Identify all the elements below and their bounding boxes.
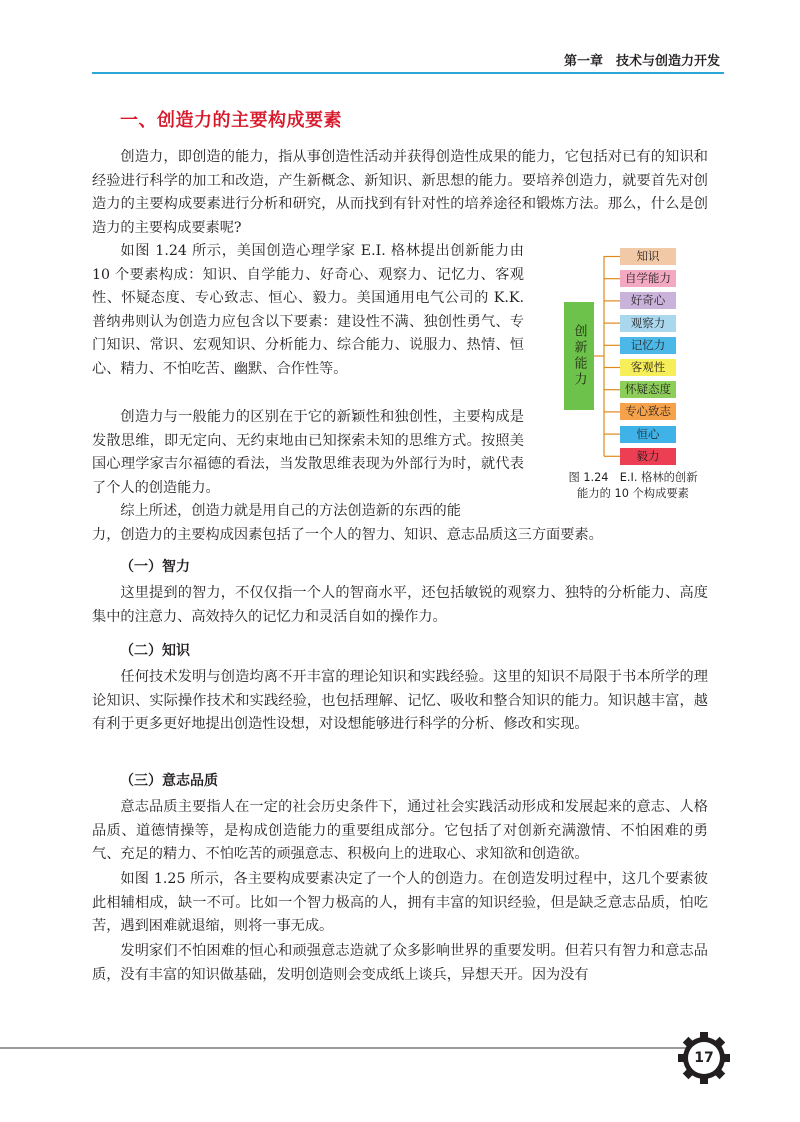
paragraph-intelligence: 这里提到的智力，不仅仅指一个人的智商水平，还包括敏锐的观察力、独特的分析能力、高度集中的注意力、高效持久的记忆力和灵活自如的操作力。 — [92, 585, 708, 625]
leaf-node: 观察力 — [620, 315, 676, 332]
paragraph-summary-end: 力，创造力的主要构成因素包括了一个人的智力、知识、意志品质这三方面要素。 — [92, 527, 603, 543]
caption-line-1: 图 1.24 E.I. 格林的创新 — [568, 471, 698, 484]
paragraph-divergent-thinking: 创造力与一般能力的区别在于它的新颖性和独创性，主要构成是发散思维，即无定向、无约束地由已知探索未知的思维方式。按照美国心理学家吉尔福德的看法，当发散思维表现为外部行为时，就代表了个人的创造能力。 — [92, 409, 524, 496]
chapter-header: 第一章 技术与创造力开发 — [563, 54, 720, 69]
leaf-node: 好奇心 — [620, 292, 676, 309]
leaf-node: 恒心 — [620, 426, 676, 443]
section-title: 一、创造力的主要构成要素 — [120, 110, 342, 131]
leaf-node: 自学能力 — [620, 270, 676, 287]
figure-creativity-elements — [548, 240, 718, 510]
header-divider — [92, 72, 724, 74]
figure-caption — [548, 470, 718, 502]
paragraph-figure-reference: 如图 1.24 所示，美国创造心理学家 E.I. 格林提出创新能力由 10 个要素构成：知识、自学能力、好奇心、观察力、记忆力、客观性、怀疑态度、专心致志、恒心、毅力。美国通用电气公司的 K.K. 普纳弗则认为创造力应包含以下要素：建设性不满、独创性勇气、专门知识、常识、宏观知识、分析能力、综合能力、说服力、热情、恒心、精力、不怕吃苦、幽默、合作性等。 — [92, 243, 524, 377]
paragraph-intro: 创造力，即创造的能力，指从事创造性活动并获得创造性成果的能力，它包括对已有的知识和经验进行科学的加工和改造，产生新概念、新知识、新思想的能力。要培养创造力，就要首先对创造力的主要构成要素进行分析和研究，从而找到有针对性的培养途径和锻炼方法。那么，什么是创造力的主要构成要素呢? — [92, 149, 708, 236]
footer-divider — [0, 1047, 700, 1049]
leaf-node: 专心致志 — [620, 403, 676, 420]
paragraph-will-quality: 意志品质主要指人在一定的社会历史条件下，通过社会实践活动形成和发展起来的意志、人格品质、道德情操等，是构成创造能力的重要组成部分。它包括了对创新充满激情、不怕困难的勇气、充足的精力、不怕吃苦的顽强意志、积极向上的进取心、求知欲和创造欲。 — [92, 799, 708, 863]
caption-line-2: 能力的 10 个构成要素 — [577, 487, 689, 500]
leaf-node: 毅力 — [620, 448, 676, 465]
leaf-node: 记忆力 — [620, 337, 676, 354]
leaf-node: 知识 — [620, 248, 676, 265]
subhead-knowledge: （二）知识 — [120, 643, 190, 659]
paragraph-inventors: 发明家们不怕困难的恒心和顽强意志造就了众多影响世界的重要发明。但若只有智力和意志品质，没有丰富的知识做基础，发明创造则会变成纸上谈兵，异想天开。因为没有 — [92, 943, 708, 983]
paragraph-knowledge: 任何技术发明与创造均离不开丰富的理论知识和实践经验。这里的知识不局限于书本所学的理论知识、实际操作技术和实践经验，也包括理解、记忆、吸收和整合知识的能力。知识越丰富，越有利于更多更好地提出创造性设想，对设想能够进行科学的分析、修改和实现。 — [92, 669, 708, 733]
leaf-node: 怀疑态度 — [620, 381, 676, 398]
subhead-intelligence: （一）智力 — [120, 559, 190, 575]
leaf-node: 客观性 — [620, 359, 676, 376]
subhead-will-quality: （三）意志品质 — [120, 773, 218, 789]
paragraph-summary-start: 综上所述，创造力就是用自己的方法创造新的东西的能 — [120, 503, 461, 519]
root-node: 创新能力 — [564, 302, 594, 410]
page-number: 17 — [694, 1050, 714, 1066]
paragraph-figure-125: 如图 1.25 所示，各主要构成要素决定了一个人的创造力。在创造发明过程中，这几个要素彼此相辅相成，缺一不可。比如一个智力极高的人，拥有丰富的知识经验，但是缺乏意志品质，怕吃苦，遇到困难就退缩，则将一事无成。 — [92, 871, 708, 935]
